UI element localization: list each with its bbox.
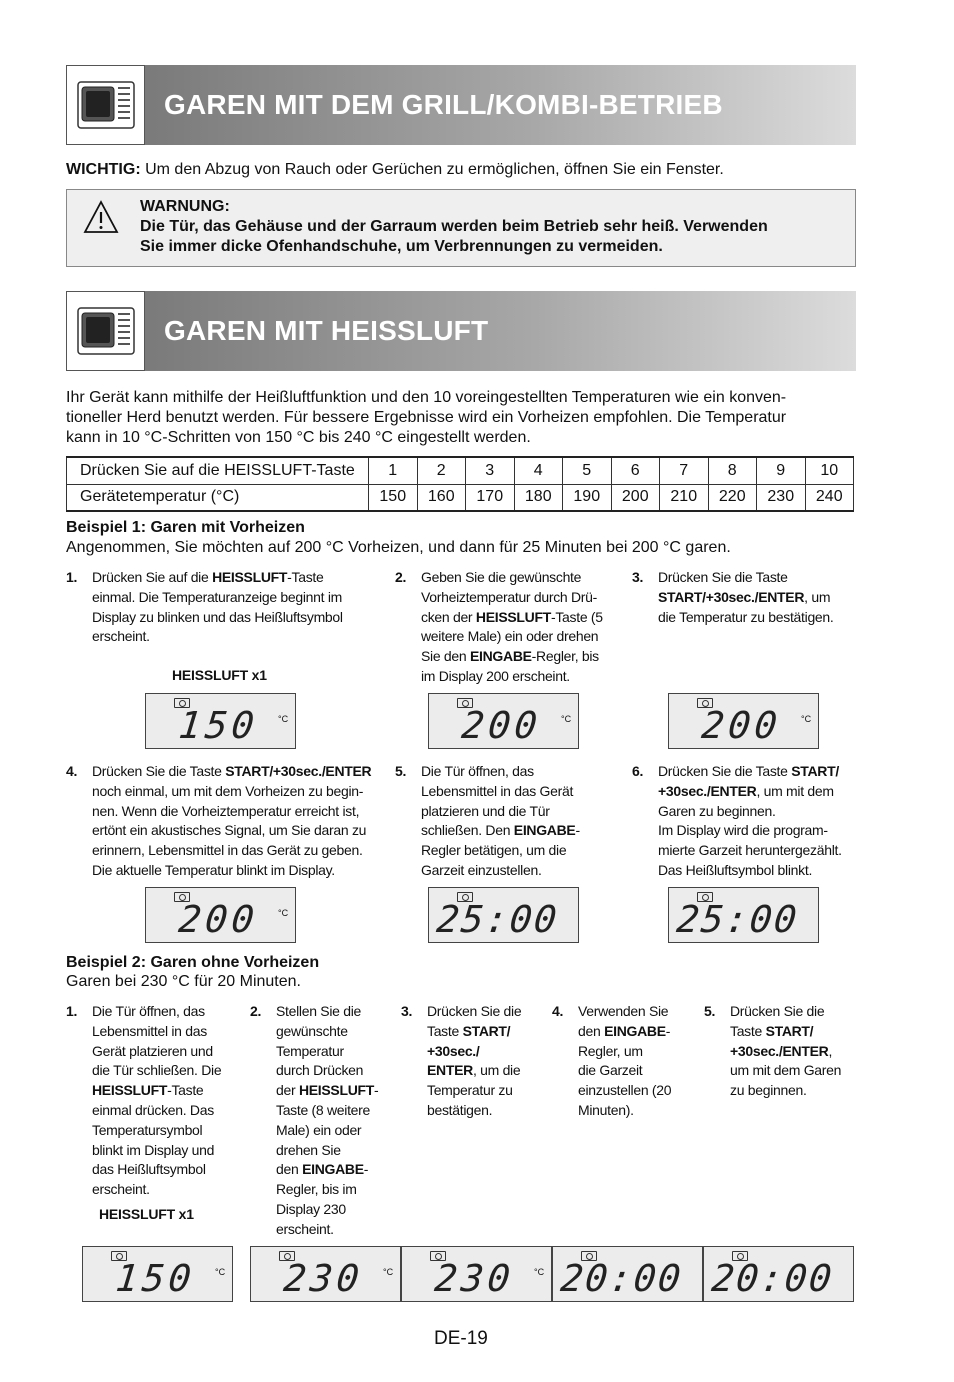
heissluft-x1-label: HEISSLUFT x1 bbox=[99, 1206, 194, 1222]
heissluft-x1-label: HEISSLUFT x1 bbox=[172, 667, 267, 683]
display-panel bbox=[401, 1246, 552, 1302]
display-value: 25:00 bbox=[434, 898, 561, 941]
display-panel bbox=[145, 693, 296, 749]
display-value: 200 bbox=[699, 704, 784, 747]
press-count-cell: 2 bbox=[417, 457, 466, 484]
press-count-cell: 3 bbox=[466, 457, 515, 484]
display-value: 230 bbox=[432, 1257, 517, 1300]
warning-line: Die Tür, das Gehäuse und der Garraum werden beim Betrieb sehr heiß. Verwenden bbox=[140, 218, 768, 235]
display-unit: °C bbox=[278, 908, 289, 918]
step-3: 3. Drücken Sie die Taste START/ +30sec./ ENTER, um die Temperatur zu bestätigen. bbox=[401, 1003, 522, 1118]
press-count-cell: 8 bbox=[708, 457, 757, 484]
display-panel bbox=[82, 1246, 233, 1302]
temperature-cell: 160 bbox=[417, 484, 466, 511]
section-title: GAREN MIT HEISSLUFT bbox=[164, 315, 489, 346]
display-panel bbox=[428, 887, 579, 943]
display-panel bbox=[668, 693, 819, 749]
display-value: 150 bbox=[176, 704, 261, 747]
display-panel bbox=[428, 693, 579, 749]
display-panel bbox=[668, 887, 819, 943]
warning-line: Sie immer dicke Ofenhandschuhe, um Verbrennungen zu vermeiden. bbox=[140, 238, 663, 255]
microwave-icon bbox=[66, 291, 145, 371]
display-unit: °C bbox=[278, 714, 289, 724]
press-count-cell: 4 bbox=[514, 457, 563, 484]
press-count-cell: 1 bbox=[369, 457, 418, 484]
temperature-cell: 180 bbox=[514, 484, 563, 511]
example2-title: Beispiel 2: Garen ohne Vorheizen bbox=[66, 954, 320, 971]
display-unit: °C bbox=[215, 1267, 226, 1277]
table-row-label: Drücken Sie auf die HEISSLUFT-Taste bbox=[67, 457, 369, 484]
display-value: 25:00 bbox=[674, 898, 801, 941]
press-count-cell: 7 bbox=[660, 457, 709, 484]
warning-label: WARNUNG: bbox=[140, 198, 230, 215]
section-title: GAREN MIT DEM GRILL/KOMBI-BETRIEB bbox=[164, 89, 723, 120]
press-count-cell: 6 bbox=[611, 457, 660, 484]
warning-box bbox=[66, 189, 856, 267]
display-unit: °C bbox=[561, 714, 572, 724]
section-header-convection bbox=[66, 291, 856, 371]
example1-title: Beispiel 1: Garen mit Vorheizen bbox=[66, 519, 305, 536]
step-4: 4. Verwenden Sie den EINGABE- Regler, um die Garzeit einzustellen (20 Minuten). bbox=[552, 1003, 672, 1118]
step-6: 6. Drücken Sie die Taste START/ +30sec./ENTER, um mit dem Garen zu beginnen. Im Display wird die program- mierte Garzeit heruntergezählt. Das Heißluftsymbol blinkt. bbox=[632, 763, 842, 878]
example2-subtitle: Garen bei 230 °C für 20 Minuten. bbox=[66, 973, 301, 990]
important-note: WICHTIG: Um den Abzug von Rauch oder Gerüchen zu ermöglichen, öffnen Sie ein Fenster. bbox=[66, 161, 724, 178]
press-count-cell: 5 bbox=[563, 457, 612, 484]
temperature-cell: 240 bbox=[805, 484, 854, 511]
step-3: 3. Drücken Sie die Taste START/+30sec./ENTER, um die Temperatur zu bestätigen. bbox=[632, 569, 834, 625]
display-value: 230 bbox=[281, 1257, 366, 1300]
temperature-cell: 210 bbox=[660, 484, 709, 511]
press-count-cell: 9 bbox=[757, 457, 806, 484]
step-4: 4. Drücken Sie die Taste START/+30sec./ENTER noch einmal, um mit dem Vorheizen zu begin- nen. Wenn die Vorheiztemperatur erreicht ist, ertönt ein akustisches Signal, um Sie daran zu erinnern, Lebensmittel in das Gerät zu geben. Die aktuelle Temperatur blinkt im Display. bbox=[66, 763, 372, 878]
step-2: 2. Geben Sie die gewünschte Vorheiztemperatur durch Drü- cken der HEISSLUFT-Taste (5 weitere Male) ein oder drehen Sie den EINGABE-Regler, bis im Display 200 erscheint. bbox=[395, 569, 603, 684]
display-panel bbox=[145, 887, 296, 943]
microwave-icon bbox=[66, 65, 145, 145]
step-1: 1. Drücken Sie auf die HEISSLUFT-Taste einmal. Die Temperaturanzeige beginnt im Display zu blinken und das Heißluftsymbol erscheint. bbox=[66, 569, 343, 645]
temperature-cell: 170 bbox=[466, 484, 515, 511]
step-2: 2. Stellen Sie die gewünschte Temperatur durch Drücken der HEISSLUFT- Taste (8 weitere Male) ein oder drehen Sie den EINGABE- Regler, bis im Display 230 erscheint. bbox=[250, 1003, 379, 1237]
display-panel bbox=[250, 1246, 401, 1302]
display-panel bbox=[703, 1246, 854, 1302]
display-unit: °C bbox=[801, 714, 812, 724]
temperature-cell: 190 bbox=[563, 484, 612, 511]
display-value: 200 bbox=[176, 898, 261, 941]
section-header-grill bbox=[66, 65, 856, 145]
step-1: 1. Die Tür öffnen, das Lebensmittel in das Gerät platzieren und die Tür schließen. Die HEISSLUFT-Taste einmal drücken. Das Temperatursymbol blinkt im Display und das Heißluftsymbol erscheint. bbox=[66, 1003, 222, 1198]
step-5: 5. Die Tür öffnen, das Lebensmittel in das Gerät platzieren und die Tür schließen. Den EINGABE- Regler betätigen, um die Garzeit einzustellen. bbox=[395, 763, 580, 878]
press-count-cell: 10 bbox=[805, 457, 854, 484]
table-row-label: Gerätetemperatur (°C) bbox=[67, 484, 369, 511]
display-value: 20:00 bbox=[558, 1257, 685, 1300]
page-number: DE-19 bbox=[434, 1328, 488, 1349]
warning-icon bbox=[83, 200, 119, 234]
display-panel bbox=[552, 1246, 703, 1302]
temperature-cell: 200 bbox=[611, 484, 660, 511]
display-value: 200 bbox=[459, 704, 544, 747]
example1-subtitle: Angenommen, Sie möchten auf 200 °C Vorheizen, und dann für 25 Minuten bei 200 °C garen. bbox=[66, 539, 731, 556]
intro-paragraph: Ihr Gerät kann mithilfe der Heißluftfunktion und den 10 voreingestellten Temperaturen wie ein konven- tioneller Herd benutzt werden. Für bessere Ergebnisse wird ein Vorheizen empfohlen. Die Temperatur kann in 10 °C-Schritten von 150 °C bis 240 °C eingestellt werden. bbox=[66, 389, 787, 446]
temperature-cell: 150 bbox=[369, 484, 418, 511]
step-5: 5. Drücken Sie die Taste START/ +30sec./ENTER, um mit dem Garen zu beginnen. bbox=[704, 1003, 842, 1099]
temperature-cell: 230 bbox=[757, 484, 806, 511]
temperature-cell: 220 bbox=[708, 484, 757, 511]
temperature-table bbox=[66, 456, 854, 512]
display-value: 150 bbox=[113, 1257, 198, 1300]
display-unit: °C bbox=[534, 1267, 545, 1277]
display-unit: °C bbox=[383, 1267, 394, 1277]
display-value: 20:00 bbox=[709, 1257, 836, 1300]
